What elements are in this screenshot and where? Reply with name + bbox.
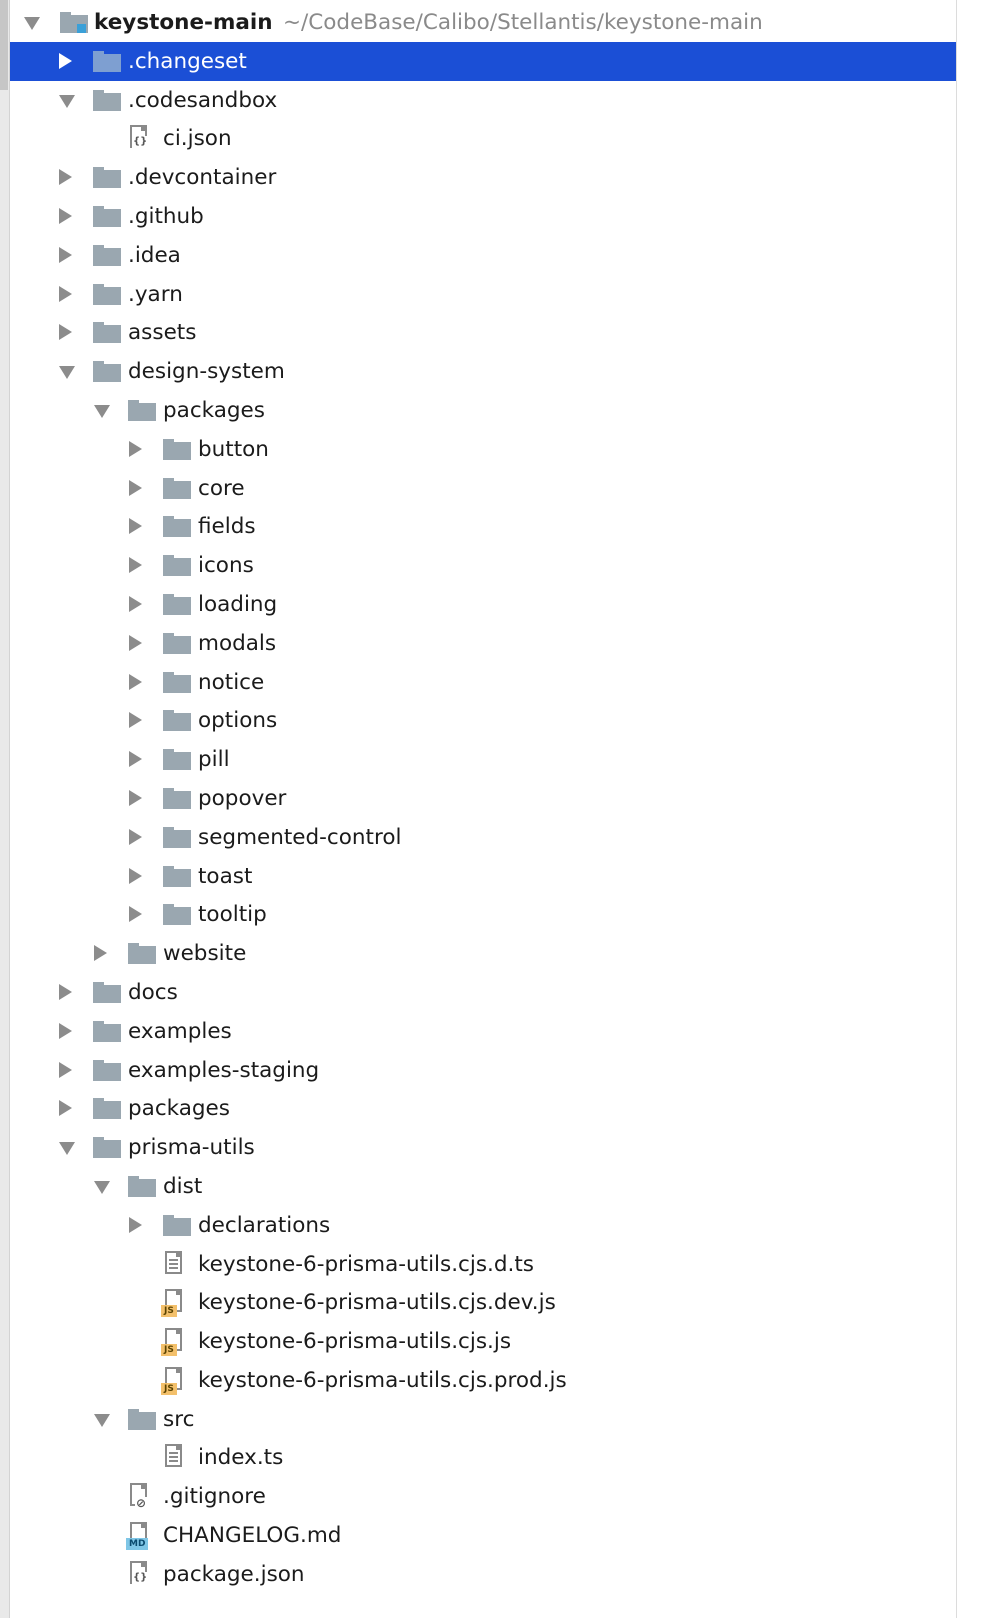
folder-icon — [93, 361, 121, 382]
expand-arrow-icon[interactable] — [129, 751, 142, 767]
tree-item-label: index.ts — [198, 1445, 284, 1471]
tool-window-gutter — [0, 0, 10, 1618]
tree-item-label: loading — [198, 591, 278, 617]
right-edge — [956, 0, 988, 1618]
folder-icon — [163, 672, 191, 693]
tree-item-label: prisma-utils — [128, 1135, 255, 1161]
tree-folder-row[interactable] — [10, 934, 956, 973]
project-tree — [10, 3, 956, 1594]
tree-item-label: segmented-control — [198, 824, 402, 850]
tree-item-label: docs — [128, 979, 178, 1005]
expand-arrow-icon[interactable] — [129, 712, 142, 728]
tree-item-label: .gitignore — [163, 1484, 266, 1510]
folder-icon — [93, 982, 121, 1003]
expand-arrow-icon[interactable] — [59, 1062, 72, 1078]
folder-icon — [163, 788, 191, 809]
tree-folder-row[interactable] — [10, 391, 956, 430]
expand-arrow-icon[interactable] — [59, 247, 72, 263]
folder-icon — [163, 827, 191, 848]
folder-icon — [93, 245, 121, 266]
js-file-icon — [161, 1289, 185, 1317]
folder-icon — [163, 1215, 191, 1236]
tree-folder-row[interactable] — [10, 973, 956, 1012]
folder-icon — [93, 1021, 121, 1042]
tree-item-label: packages — [163, 397, 265, 423]
collapse-arrow-icon[interactable] — [94, 1414, 110, 1427]
file-type-badge: JS — [161, 1383, 177, 1395]
tree-item-label: notice — [198, 669, 265, 695]
folder-icon — [128, 1409, 156, 1430]
tree-item-label: options — [198, 708, 278, 734]
tree-item-label: tooltip — [198, 902, 267, 928]
tree-item-label: ci.json — [163, 126, 232, 152]
tree-file-row[interactable] — [10, 1361, 956, 1400]
expand-arrow-icon[interactable] — [129, 1217, 142, 1233]
folder-icon — [163, 866, 191, 887]
tree-folder-row[interactable] — [10, 663, 956, 702]
expand-arrow-icon[interactable] — [94, 945, 107, 961]
expand-arrow-icon[interactable] — [59, 286, 72, 302]
expand-arrow-icon[interactable] — [129, 518, 142, 534]
tree-folder-row[interactable] — [10, 469, 956, 508]
tree-file-row[interactable] — [10, 1477, 956, 1516]
folder-icon — [163, 516, 191, 537]
tree-folder-row[interactable] — [10, 275, 956, 314]
tree-file-row[interactable] — [10, 1245, 956, 1284]
tree-item-label: keystone-6-prisma-utils.cjs.js — [198, 1329, 512, 1355]
tree-item-label: icons — [198, 553, 254, 579]
tree-item-label: CHANGELOG.md — [163, 1523, 342, 1549]
collapse-arrow-icon[interactable] — [59, 366, 75, 379]
tree-folder-row[interactable] — [10, 81, 956, 120]
file-type-badge: JS — [161, 1305, 177, 1317]
expand-arrow-icon[interactable] — [129, 480, 142, 496]
folder-icon — [93, 206, 121, 227]
file-type-badge: MD — [126, 1538, 148, 1550]
tree-item-label: examples-staging — [128, 1057, 320, 1083]
tree-rows — [10, 42, 956, 1594]
tree-folder-row[interactable] — [10, 352, 956, 391]
tree-item-label: popover — [198, 785, 287, 811]
tree-folder-row[interactable] — [10, 1400, 956, 1439]
tree-folder-row[interactable] — [10, 313, 956, 352]
expand-arrow-icon[interactable] — [59, 208, 72, 224]
tree-file-row[interactable] — [10, 1555, 956, 1594]
expand-arrow-icon[interactable] — [129, 635, 142, 651]
tree-file-row[interactable] — [10, 1438, 956, 1477]
folder-icon — [93, 284, 121, 305]
tree-item-label: keystone-6-prisma-utils.cjs.dev.js — [198, 1290, 556, 1316]
folder-icon — [163, 749, 191, 770]
gitignore-file-icon: ⊘ — [126, 1483, 150, 1511]
tree-folder-row[interactable] — [10, 1051, 956, 1090]
folder-icon — [128, 400, 156, 421]
panel-divider — [956, 0, 957, 1618]
tree-item-label: toast — [198, 863, 253, 889]
folder-icon — [93, 1098, 121, 1119]
expand-arrow-icon[interactable] — [59, 169, 72, 185]
expand-arrow-icon[interactable] — [129, 790, 142, 806]
folder-icon — [93, 90, 121, 111]
root-name: keystone-main — [94, 10, 273, 35]
folder-icon — [163, 439, 191, 460]
json-file-icon: {} — [126, 1561, 150, 1589]
tree-folder-row[interactable] — [10, 857, 956, 896]
expand-arrow-icon[interactable] — [129, 906, 142, 922]
tree-folder-row[interactable] — [10, 1206, 956, 1245]
tree-folder-row[interactable] — [10, 197, 956, 236]
tree-item-label: core — [198, 475, 245, 501]
tree-item-label: modals — [198, 630, 277, 656]
expand-arrow-icon[interactable] — [24, 17, 40, 30]
tree-item-label: dist — [163, 1173, 203, 1199]
expand-arrow-icon[interactable] — [129, 441, 142, 457]
text-file-icon — [161, 1251, 185, 1279]
tree-item-label: .changeset — [128, 48, 247, 74]
folder-icon — [128, 1176, 156, 1197]
expand-arrow-icon[interactable] — [59, 1100, 72, 1116]
tree-item-label: .yarn — [128, 281, 183, 307]
folder-icon — [93, 51, 121, 72]
tree-item-label: .idea — [128, 242, 181, 268]
expand-arrow-icon[interactable] — [129, 829, 142, 845]
expand-arrow-icon[interactable] — [129, 674, 142, 690]
gutter-handle[interactable] — [0, 0, 8, 90]
expand-arrow-icon[interactable] — [129, 596, 142, 612]
tree-folder-row[interactable] — [10, 546, 956, 585]
collapse-arrow-icon[interactable] — [94, 405, 110, 418]
tree-item-label: design-system — [128, 359, 285, 385]
tree-item-label: keystone-6-prisma-utils.cjs.d.ts — [198, 1251, 534, 1277]
collapse-arrow-icon[interactable] — [59, 95, 75, 108]
tree-item-label: pill — [198, 747, 230, 773]
tree-folder-row[interactable] — [10, 430, 956, 469]
tree-file-row[interactable] — [10, 1322, 956, 1361]
expand-arrow-icon[interactable] — [59, 53, 72, 69]
tree-root-row[interactable] — [10, 3, 956, 42]
tree-item-label: assets — [128, 320, 197, 346]
folder-icon — [93, 1137, 121, 1158]
tree-folder-row[interactable] — [10, 740, 956, 779]
tree-item-label: declarations — [198, 1212, 331, 1238]
json-file-icon: {} — [126, 125, 150, 153]
tree-folder-row[interactable] — [10, 236, 956, 275]
tree-item-label: .codesandbox — [128, 87, 278, 113]
expand-arrow-icon[interactable] — [59, 984, 72, 1000]
tree-item-label: keystone-6-prisma-utils.cjs.prod.js — [198, 1367, 567, 1393]
root-path: ~/CodeBase/Calibo/Stellantis/keystone-main — [283, 10, 763, 35]
folder-icon — [163, 633, 191, 654]
js-file-icon — [161, 1367, 185, 1395]
tree-folder-row[interactable] — [10, 1128, 956, 1167]
tree-folder-row[interactable] — [10, 1167, 956, 1206]
folder-icon — [163, 555, 191, 576]
tree-folder-row[interactable] — [10, 895, 956, 934]
tree-item-label: .github — [128, 203, 204, 229]
tree-folder-row[interactable] — [10, 1089, 956, 1128]
tree-folder-row[interactable] — [10, 624, 956, 663]
folder-icon — [93, 167, 121, 188]
expand-arrow-icon[interactable] — [59, 324, 72, 340]
markdown-file-icon — [126, 1522, 150, 1550]
tree-folder-row[interactable] — [10, 42, 956, 81]
tree-item-label: packages — [128, 1096, 230, 1122]
text-file-icon — [161, 1444, 185, 1472]
tree-folder-row[interactable] — [10, 1012, 956, 1051]
folder-icon — [93, 1060, 121, 1081]
tree-item-label: fields — [198, 514, 256, 540]
tree-folder-row[interactable] — [10, 779, 956, 818]
folder-icon — [163, 904, 191, 925]
tree-file-row[interactable] — [10, 1516, 956, 1555]
tree-folder-row[interactable] — [10, 158, 956, 197]
tree-item-label: src — [163, 1406, 195, 1432]
tree-folder-row[interactable] — [10, 585, 956, 624]
tree-folder-row[interactable] — [10, 507, 956, 546]
expand-arrow-icon[interactable] — [129, 868, 142, 884]
folder-icon — [128, 943, 156, 964]
tree-item-label: examples — [128, 1018, 232, 1044]
tree-folder-row[interactable] — [10, 701, 956, 740]
collapse-arrow-icon[interactable] — [94, 1181, 110, 1194]
tree-file-row[interactable] — [10, 1283, 956, 1322]
collapse-arrow-icon[interactable] — [59, 1142, 75, 1155]
expand-arrow-icon[interactable] — [59, 1023, 72, 1039]
tree-item-label: .devcontainer — [128, 165, 277, 191]
folder-icon — [163, 594, 191, 615]
tree-item-label: package.json — [163, 1561, 305, 1587]
js-file-icon — [161, 1328, 185, 1356]
tree-item-label: website — [163, 941, 247, 967]
folder-icon — [93, 322, 121, 343]
folder-icon — [163, 478, 191, 499]
project-folder-icon — [60, 12, 88, 33]
tree-item-label: button — [198, 436, 269, 462]
tree-folder-row[interactable] — [10, 818, 956, 857]
folder-icon — [163, 710, 191, 731]
tree-file-row[interactable] — [10, 119, 956, 158]
expand-arrow-icon[interactable] — [129, 557, 142, 573]
file-type-badge: JS — [161, 1344, 177, 1356]
